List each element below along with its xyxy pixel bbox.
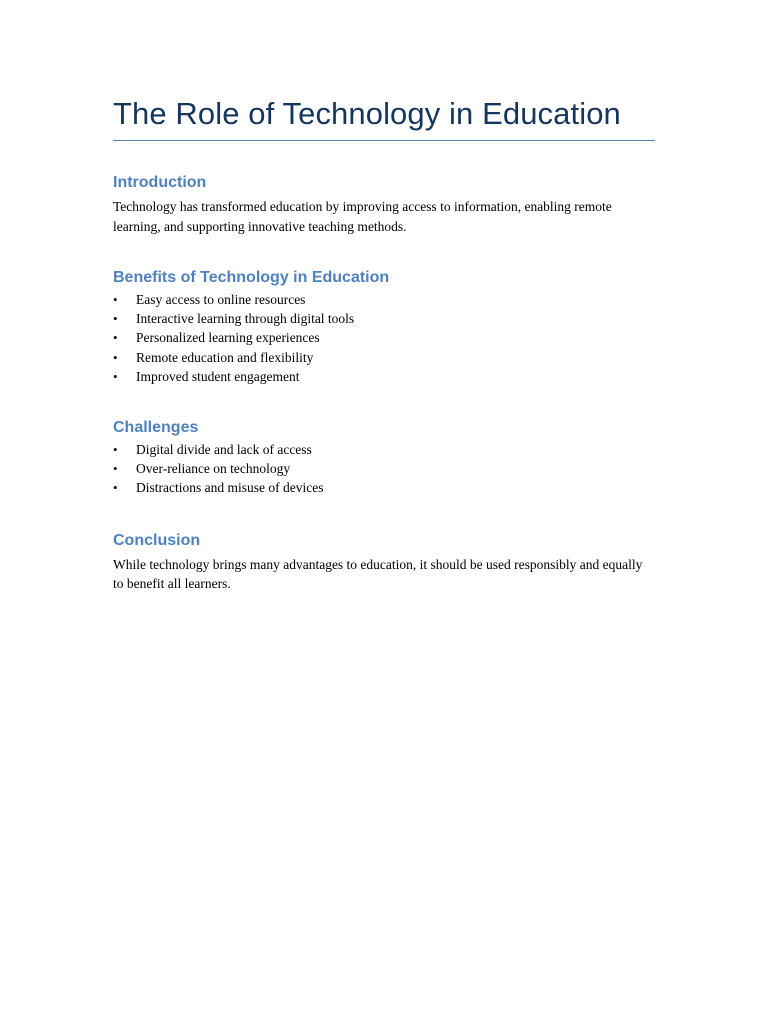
bullet-icon: • [113, 311, 118, 327]
bullet-icon: • [113, 442, 118, 458]
list-item-text: Interactive learning through digital tools [136, 311, 355, 327]
section-heading: Challenges [113, 419, 199, 437]
list-item [113, 440, 655, 459]
bullet-icon: • [113, 368, 118, 384]
section-challenges [113, 418, 655, 498]
list-item [113, 459, 655, 478]
bullet-icon: • [113, 292, 118, 307]
document-title: The Role of Technology in Education [113, 94, 655, 141]
list-item-text: Improved student engagement [136, 368, 300, 384]
list-item-text: Personalized learning experiences [136, 330, 320, 346]
list-item [113, 478, 655, 497]
section-heading: Conclusion [113, 531, 201, 549]
list-item [113, 328, 655, 347]
list-item [113, 348, 655, 367]
section-heading: Benefits of Technology in Education [113, 269, 390, 286]
list-item-text: Digital divide and lack of access [136, 442, 312, 458]
list-item-text: Remote education and flexibility [136, 349, 314, 365]
section-introduction [113, 173, 655, 236]
section-paragraph: While technology brings many advantages to education, it should be used responsibly and equally to benefit all learners. [113, 556, 643, 592]
list-item-text: Easy access to online resources [136, 292, 306, 307]
section-benefits [113, 268, 655, 386]
section-paragraph: Technology has transformed education by improving access to information, enabling remote learning, and supporting innovative teaching methods. [113, 199, 612, 234]
bullet-icon: • [113, 480, 118, 496]
list-item [113, 367, 655, 386]
bullet-icon: • [113, 349, 118, 365]
bullet-icon: • [113, 330, 118, 346]
document-page [113, 94, 655, 594]
list-item-text: Distractions and misuse of devices [136, 480, 324, 496]
bullet-list [113, 440, 655, 498]
bullet-list [113, 290, 655, 386]
list-item [113, 309, 655, 328]
section-heading: Introduction [113, 174, 207, 191]
bullet-icon: • [113, 461, 118, 477]
list-item [113, 290, 655, 309]
list-item-text: Over-reliance on technology [136, 461, 291, 477]
section-conclusion [113, 531, 655, 594]
